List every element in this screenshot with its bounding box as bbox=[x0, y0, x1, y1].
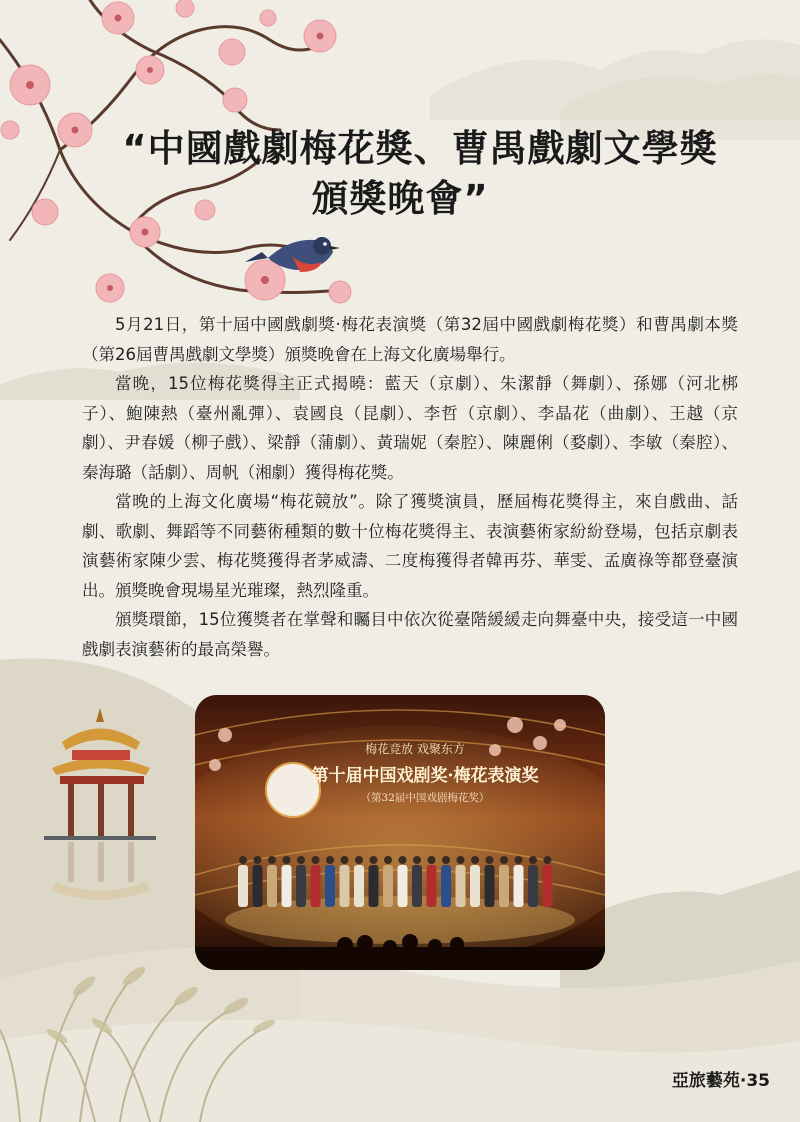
photo-banner-main: 第十届中国戏剧奖·梅花表演奖 bbox=[311, 766, 539, 786]
article-title-line2: 頒獎晚會” bbox=[311, 177, 489, 220]
page-footer: 亞旅藝苑·35 bbox=[671, 1071, 770, 1091]
photo-banner-sub: （第32届中国戏剧梅花奖） bbox=[360, 792, 490, 804]
article-title-line1: “中國戲劇梅花獎、曹禺戲劇文學獎 bbox=[122, 127, 718, 170]
stage-scene bbox=[195, 695, 605, 970]
paragraph-4: 頒獎環節，15位獲獎者在掌聲和矚目中依次從臺階緩緩走向舞臺中央，接受這一中國戲劇表演藝術的最高榮譽。 bbox=[82, 610, 738, 659]
ceremony-photo bbox=[195, 695, 605, 970]
photo-calligraphy: 梅花竞放 戏聚东方 bbox=[365, 742, 465, 756]
paragraph-3: 當晚的上海文化廣場“梅花競放”。除了獲獎演員，歷屆梅花獎得主，來自戲曲、話劇、歌劇、舞蹈等不同藝術種類的數十位梅花獎得主、表演藝術家紛紛登場，包括京劇表演藝術家陳少雲、梅花獎獲得者茅威濤、二度梅獲得者韓再芬、華雯、孟廣祿等都登臺演出。頒獎晚會現場星光璀璨，熱烈隆重。 bbox=[82, 492, 738, 600]
article-body bbox=[82, 310, 738, 664]
paragraph-1: 5月21日，第十屆中國戲劇獎·梅花表演獎（第32屆中國戲劇梅花獎）和曹禺劇本獎（第26屆曹禺戲劇文學獎）頒獎晚會在上海文化廣場舉行。 bbox=[82, 315, 738, 364]
paragraph-2: 當晚，15位梅花獎得主正式揭曉：藍天（京劇）、朱潔靜（舞劇）、孫娜（河北梆子）、鮑陳熱（臺州亂彈）、袁國良（昆劇）、李哲（京劇）、李晶花（曲劇）、王越（京劇）、尹春媛（柳子戲）、梁靜（蒲劇）、黃瑞妮（秦腔）、陳麗俐（婺劇）、李敏（秦腔）、秦海璐（話劇）、周帆（湘劇）獲得梅花獎。 bbox=[82, 374, 738, 482]
